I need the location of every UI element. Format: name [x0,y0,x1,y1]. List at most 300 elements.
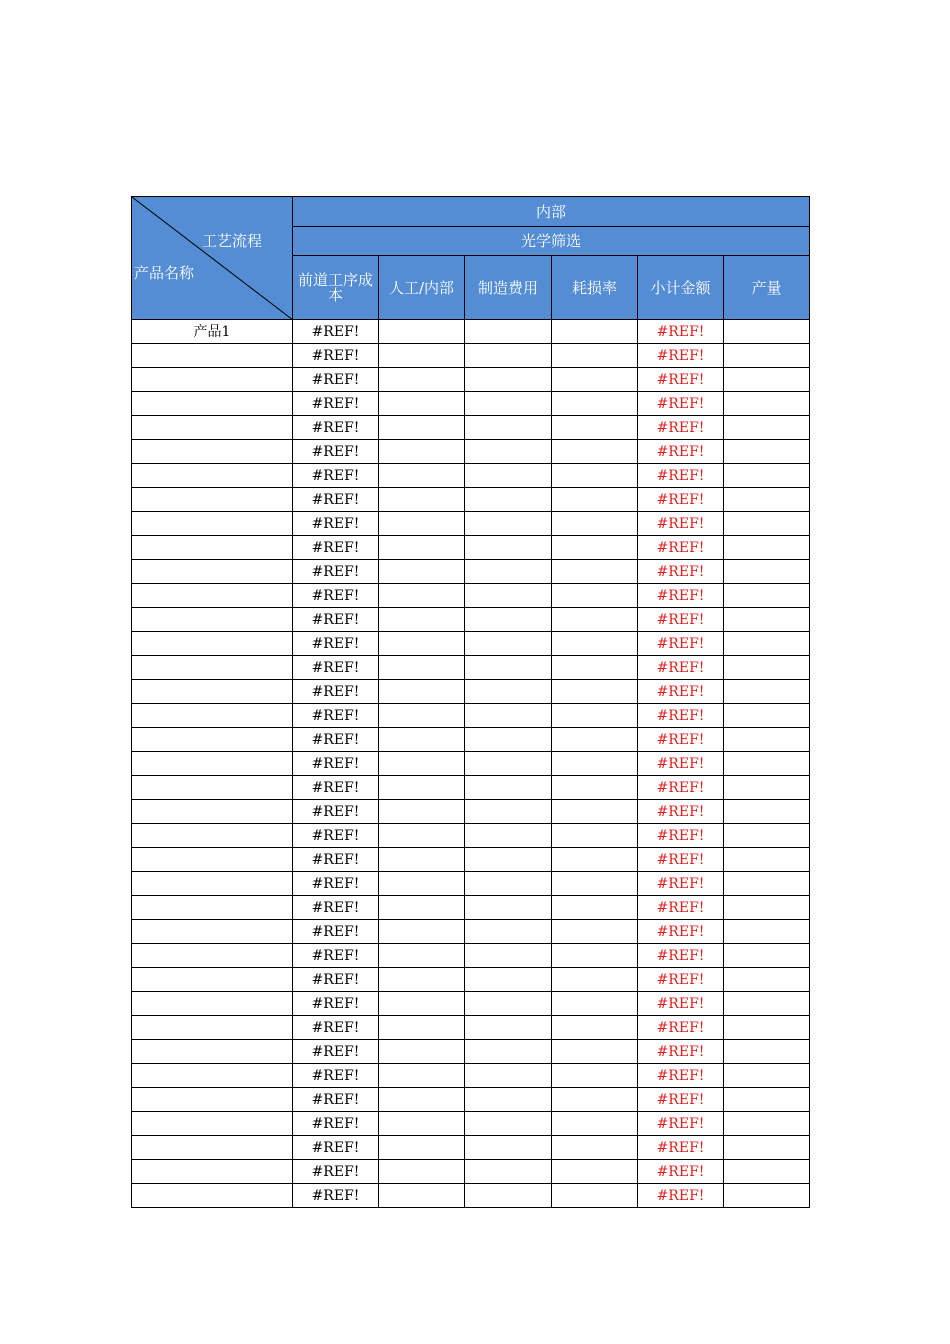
cell-labor[interactable] [379,1136,465,1160]
cell-labor[interactable] [379,368,465,392]
cell-labor[interactable] [379,392,465,416]
table-row [132,560,810,584]
cell-product-name[interactable] [132,800,293,824]
cell-labor[interactable] [379,560,465,584]
table-row [132,1136,810,1160]
cell-output[interactable] [724,752,810,776]
cell-loss-rate[interactable] [552,1136,638,1160]
cell-product-name[interactable] [132,1136,293,1160]
cell-product-name[interactable] [132,536,293,560]
cell-loss-rate[interactable] [552,1160,638,1184]
cell-prev-cost[interactable]: #REF! [293,368,379,392]
cell-labor[interactable] [379,944,465,968]
cell-labor[interactable] [379,584,465,608]
table-row [132,416,810,440]
cell-output[interactable] [724,1160,810,1184]
table-row [132,872,810,896]
cell-loss-rate[interactable] [552,368,638,392]
cell-labor[interactable] [379,608,465,632]
table-row [132,800,810,824]
cell-overhead[interactable] [465,1112,552,1136]
cell-subtotal[interactable]: #REF! [638,344,724,368]
cell-product-name[interactable] [132,560,293,584]
cell-subtotal[interactable]: #REF! [638,368,724,392]
cell-prev-cost[interactable]: #REF! [293,512,379,536]
cell-prev-cost[interactable]: #REF! [293,800,379,824]
cell-output[interactable] [724,488,810,512]
cell-output[interactable] [724,416,810,440]
cell-output[interactable] [724,896,810,920]
cell-output[interactable] [724,1184,810,1208]
cell-loss-rate[interactable] [552,488,638,512]
cell-output[interactable] [724,344,810,368]
cell-labor[interactable] [379,704,465,728]
cell-overhead[interactable] [465,440,552,464]
cell-product-name[interactable] [132,728,293,752]
cell-prev-cost[interactable]: #REF! [293,824,379,848]
cell-labor[interactable] [379,776,465,800]
cell-product-name[interactable] [132,1016,293,1040]
table-row [132,584,810,608]
cell-labor[interactable] [379,896,465,920]
corner-label-process: 工艺流程 [201,232,262,250]
cell-loss-rate[interactable] [552,944,638,968]
cell-prev-cost[interactable]: #REF! [293,1016,379,1040]
table-row [132,968,810,992]
table-row [132,824,810,848]
cell-loss-rate[interactable] [552,584,638,608]
cell-prev-cost[interactable]: #REF! [293,1064,379,1088]
cell-labor[interactable] [379,1088,465,1112]
cell-labor[interactable] [379,680,465,704]
cell-product-name[interactable] [132,584,293,608]
cell-prev-cost[interactable]: #REF! [293,464,379,488]
cell-overhead[interactable] [465,752,552,776]
column-header-loss-rate: 耗损率 [552,256,638,320]
cell-overhead[interactable] [465,872,552,896]
cell-subtotal[interactable]: #REF! [638,920,724,944]
cell-labor[interactable] [379,512,465,536]
cell-overhead[interactable] [465,584,552,608]
cell-product-name[interactable] [132,512,293,536]
cell-loss-rate[interactable] [552,320,638,344]
cell-loss-rate[interactable] [552,344,638,368]
cell-product-name[interactable] [132,992,293,1016]
cell-loss-rate[interactable] [552,1064,638,1088]
cell-labor[interactable] [379,920,465,944]
cell-overhead[interactable] [465,728,552,752]
cell-prev-cost[interactable]: #REF! [293,344,379,368]
cell-loss-rate[interactable] [552,440,638,464]
cell-loss-rate[interactable] [552,560,638,584]
cell-output[interactable] [724,776,810,800]
cell-labor[interactable] [379,1040,465,1064]
cell-labor[interactable] [379,320,465,344]
cell-overhead[interactable] [465,920,552,944]
cell-labor[interactable] [379,848,465,872]
cell-overhead[interactable] [465,1040,552,1064]
cell-overhead[interactable] [465,536,552,560]
cell-output[interactable] [724,920,810,944]
cell-labor[interactable] [379,464,465,488]
table-row [132,512,810,536]
cell-overhead[interactable] [465,800,552,824]
cell-output[interactable] [724,632,810,656]
cell-output[interactable] [724,728,810,752]
cell-output[interactable] [724,512,810,536]
cell-labor[interactable] [379,968,465,992]
cell-prev-cost[interactable]: #REF! [293,1136,379,1160]
cell-overhead[interactable] [465,392,552,416]
table-row [132,680,810,704]
cell-subtotal[interactable]: #REF! [638,1064,724,1088]
cell-output[interactable] [724,680,810,704]
cell-prev-cost[interactable]: #REF! [293,656,379,680]
cell-output[interactable] [724,992,810,1016]
cell-output[interactable] [724,536,810,560]
cell-subtotal[interactable]: #REF! [638,752,724,776]
cell-labor[interactable] [379,992,465,1016]
cell-subtotal[interactable]: #REF! [638,488,724,512]
cell-product-name[interactable] [132,608,293,632]
cell-loss-rate[interactable] [552,1088,638,1112]
cell-prev-cost[interactable]: #REF! [293,392,379,416]
cell-loss-rate[interactable] [552,416,638,440]
cell-labor[interactable] [379,728,465,752]
cell-subtotal[interactable]: #REF! [638,1160,724,1184]
cell-prev-cost[interactable]: #REF! [293,440,379,464]
cell-product-name[interactable] [132,968,293,992]
cell-loss-rate[interactable] [552,680,638,704]
cell-labor[interactable] [379,488,465,512]
cell-subtotal[interactable]: #REF! [638,440,724,464]
cell-output[interactable] [724,1040,810,1064]
cell-prev-cost[interactable]: #REF! [293,1184,379,1208]
table-row [132,368,810,392]
cell-subtotal[interactable]: #REF! [638,728,724,752]
cell-labor[interactable] [379,416,465,440]
cell-overhead[interactable] [465,992,552,1016]
cell-prev-cost[interactable]: #REF! [293,1160,379,1184]
table-row [132,608,810,632]
cell-subtotal[interactable]: #REF! [638,992,724,1016]
cell-labor[interactable] [379,632,465,656]
cell-output[interactable] [724,800,810,824]
cell-subtotal[interactable]: #REF! [638,464,724,488]
cell-subtotal[interactable]: #REF! [638,1040,724,1064]
cell-overhead[interactable] [465,1088,552,1112]
cell-overhead[interactable] [465,320,552,344]
table-row [132,776,810,800]
corner-header-cell [132,197,293,320]
cell-product-name[interactable] [132,656,293,680]
cell-prev-cost[interactable]: #REF! [293,944,379,968]
cell-prev-cost[interactable]: #REF! [293,896,379,920]
cell-labor[interactable] [379,1160,465,1184]
cell-product-name[interactable] [132,704,293,728]
cell-subtotal[interactable]: #REF! [638,536,724,560]
cell-output[interactable] [724,464,810,488]
cell-output[interactable] [724,1088,810,1112]
cell-loss-rate[interactable] [552,512,638,536]
cell-product-name[interactable] [132,896,293,920]
cell-overhead[interactable] [465,824,552,848]
cell-output[interactable] [724,704,810,728]
cell-overhead[interactable] [465,488,552,512]
cell-subtotal[interactable]: #REF! [638,1136,724,1160]
cell-overhead[interactable] [465,464,552,488]
cell-loss-rate[interactable] [552,728,638,752]
cell-overhead[interactable] [465,512,552,536]
corner-label-product: 产品名称 [134,264,195,282]
cell-prev-cost[interactable]: #REF! [293,536,379,560]
cell-product-name[interactable] [132,1064,293,1088]
table-row [132,992,810,1016]
cell-subtotal[interactable]: #REF! [638,320,724,344]
cell-overhead[interactable] [465,968,552,992]
cell-prev-cost[interactable]: #REF! [293,488,379,512]
cell-subtotal[interactable]: #REF! [638,632,724,656]
cell-loss-rate[interactable] [552,848,638,872]
cell-prev-cost[interactable]: #REF! [293,848,379,872]
cell-overhead[interactable] [465,608,552,632]
cell-subtotal[interactable]: #REF! [638,608,724,632]
cell-subtotal[interactable]: #REF! [638,704,724,728]
cell-loss-rate[interactable] [552,872,638,896]
cell-prev-cost[interactable]: #REF! [293,608,379,632]
cell-overhead[interactable] [465,344,552,368]
table-row [132,488,810,512]
cell-subtotal[interactable]: #REF! [638,872,724,896]
cell-prev-cost[interactable]: #REF! [293,872,379,896]
cell-subtotal[interactable]: #REF! [638,896,724,920]
table-row [132,752,810,776]
cell-prev-cost[interactable]: #REF! [293,704,379,728]
cell-prev-cost[interactable]: #REF! [293,752,379,776]
cell-prev-cost[interactable]: #REF! [293,416,379,440]
cell-labor[interactable] [379,1184,465,1208]
cell-product-name[interactable] [132,944,293,968]
cell-prev-cost[interactable]: #REF! [293,968,379,992]
cell-loss-rate[interactable] [552,1184,638,1208]
cell-product-name[interactable] [132,488,293,512]
cell-loss-rate[interactable] [552,800,638,824]
cell-overhead[interactable] [465,656,552,680]
cell-output[interactable] [724,584,810,608]
table-row [132,1112,810,1136]
cell-overhead[interactable] [465,560,552,584]
cell-overhead[interactable] [465,1184,552,1208]
table-row [132,848,810,872]
cell-subtotal[interactable]: #REF! [638,512,724,536]
cell-output[interactable] [724,872,810,896]
group-header-optical-screening: 光学筛选 [293,227,810,256]
cell-prev-cost[interactable]: #REF! [293,560,379,584]
cell-product-name[interactable] [132,1160,293,1184]
cell-output[interactable] [724,944,810,968]
cell-subtotal[interactable]: #REF! [638,1016,724,1040]
cell-product-name[interactable] [132,776,293,800]
table-row [132,1160,810,1184]
cell-subtotal[interactable]: #REF! [638,776,724,800]
cell-labor[interactable] [379,440,465,464]
cell-loss-rate[interactable] [552,704,638,728]
cell-prev-cost[interactable]: #REF! [293,728,379,752]
column-header-prev-cost: 前道工序成本 [293,256,379,320]
cell-overhead[interactable] [465,1160,552,1184]
cell-overhead[interactable] [465,416,552,440]
cell-loss-rate[interactable] [552,464,638,488]
cell-product-name[interactable] [132,848,293,872]
cell-loss-rate[interactable] [552,752,638,776]
table-row [132,944,810,968]
cell-loss-rate[interactable] [552,392,638,416]
group-header-internal: 内部 [293,197,810,227]
cell-loss-rate[interactable] [552,536,638,560]
cell-overhead[interactable] [465,1064,552,1088]
cell-overhead[interactable] [465,632,552,656]
cell-product-name[interactable] [132,680,293,704]
cell-loss-rate[interactable] [552,632,638,656]
cell-loss-rate[interactable] [552,968,638,992]
cell-product-name[interactable] [132,632,293,656]
cell-output[interactable] [724,368,810,392]
cell-overhead[interactable] [465,368,552,392]
cell-labor[interactable] [379,344,465,368]
cell-prev-cost[interactable]: #REF! [293,1040,379,1064]
cell-subtotal[interactable]: #REF! [638,680,724,704]
cell-loss-rate[interactable] [552,920,638,944]
cell-prev-cost[interactable]: #REF! [293,992,379,1016]
cell-product-name[interactable] [132,1088,293,1112]
cell-subtotal[interactable]: #REF! [638,1184,724,1208]
cell-subtotal[interactable]: #REF! [638,1112,724,1136]
cell-overhead[interactable] [465,776,552,800]
cell-loss-rate[interactable] [552,608,638,632]
cell-subtotal[interactable]: #REF! [638,656,724,680]
cell-subtotal[interactable]: #REF! [638,800,724,824]
table-row [132,440,810,464]
cell-overhead[interactable] [465,704,552,728]
table-row [132,896,810,920]
cell-overhead[interactable] [465,680,552,704]
cell-prev-cost[interactable]: #REF! [293,1112,379,1136]
cell-labor[interactable] [379,824,465,848]
column-header-output: 产量 [724,256,810,320]
cell-product-name[interactable] [132,416,293,440]
cell-loss-rate[interactable] [552,1112,638,1136]
table-row [132,1184,810,1208]
cell-subtotal[interactable]: #REF! [638,944,724,968]
cell-product-name[interactable] [132,464,293,488]
cell-prev-cost[interactable]: #REF! [293,320,379,344]
table-row [132,1016,810,1040]
cell-overhead[interactable] [465,944,552,968]
cell-output[interactable] [724,824,810,848]
cell-subtotal[interactable]: #REF! [638,560,724,584]
cost-table [131,196,810,1208]
cell-output[interactable] [724,848,810,872]
table-row [132,920,810,944]
cell-labor[interactable] [379,1016,465,1040]
cell-product-name[interactable] [132,368,293,392]
cell-product-name[interactable] [132,344,293,368]
cell-overhead[interactable] [465,896,552,920]
cell-output[interactable] [724,968,810,992]
cell-output[interactable] [724,560,810,584]
cell-loss-rate[interactable] [552,776,638,800]
cell-loss-rate[interactable] [552,656,638,680]
table-row [132,392,810,416]
cell-output[interactable] [724,608,810,632]
cell-subtotal[interactable]: #REF! [638,1088,724,1112]
cell-labor[interactable] [379,800,465,824]
cell-prev-cost[interactable]: #REF! [293,920,379,944]
table-row [132,464,810,488]
cell-labor[interactable] [379,752,465,776]
cell-output[interactable] [724,656,810,680]
cell-loss-rate[interactable] [552,824,638,848]
cell-product-name[interactable] [132,920,293,944]
cell-loss-rate[interactable] [552,992,638,1016]
cell-output[interactable] [724,320,810,344]
cell-output[interactable] [724,1136,810,1160]
cell-prev-cost[interactable]: #REF! [293,776,379,800]
cell-product-name[interactable] [132,872,293,896]
cell-prev-cost[interactable]: #REF! [293,1088,379,1112]
cell-product-name[interactable] [132,824,293,848]
cell-loss-rate[interactable] [552,896,638,920]
cell-loss-rate[interactable] [552,1016,638,1040]
diagonal-divider [132,197,293,320]
cell-labor[interactable] [379,872,465,896]
cell-subtotal[interactable]: #REF! [638,968,724,992]
cell-labor[interactable] [379,1064,465,1088]
cell-output[interactable] [724,1016,810,1040]
cell-subtotal[interactable]: #REF! [638,584,724,608]
cell-product-name[interactable] [132,392,293,416]
cell-product-name[interactable] [132,440,293,464]
cell-loss-rate[interactable] [552,1040,638,1064]
cell-subtotal[interactable]: #REF! [638,416,724,440]
cell-subtotal[interactable]: #REF! [638,848,724,872]
cell-labor[interactable] [379,1112,465,1136]
cell-overhead[interactable] [465,848,552,872]
cell-product-name[interactable] [132,1112,293,1136]
cell-product-name[interactable] [132,752,293,776]
cell-output[interactable] [724,1064,810,1088]
cell-output[interactable] [724,1112,810,1136]
table-row [132,1040,810,1064]
cell-overhead[interactable] [465,1016,552,1040]
cell-output[interactable] [724,392,810,416]
cell-subtotal[interactable]: #REF! [638,392,724,416]
table-row [132,1088,810,1112]
cell-overhead[interactable] [465,1136,552,1160]
cell-prev-cost[interactable]: #REF! [293,680,379,704]
cell-product-name[interactable] [132,1184,293,1208]
table-row [132,344,810,368]
cell-labor[interactable] [379,656,465,680]
cell-labor[interactable] [379,536,465,560]
table-row [132,728,810,752]
cell-prev-cost[interactable]: #REF! [293,632,379,656]
cell-product-name[interactable]: 产品1 [132,320,293,344]
cell-subtotal[interactable]: #REF! [638,824,724,848]
cell-product-name[interactable] [132,1040,293,1064]
cell-prev-cost[interactable]: #REF! [293,584,379,608]
cell-output[interactable] [724,440,810,464]
